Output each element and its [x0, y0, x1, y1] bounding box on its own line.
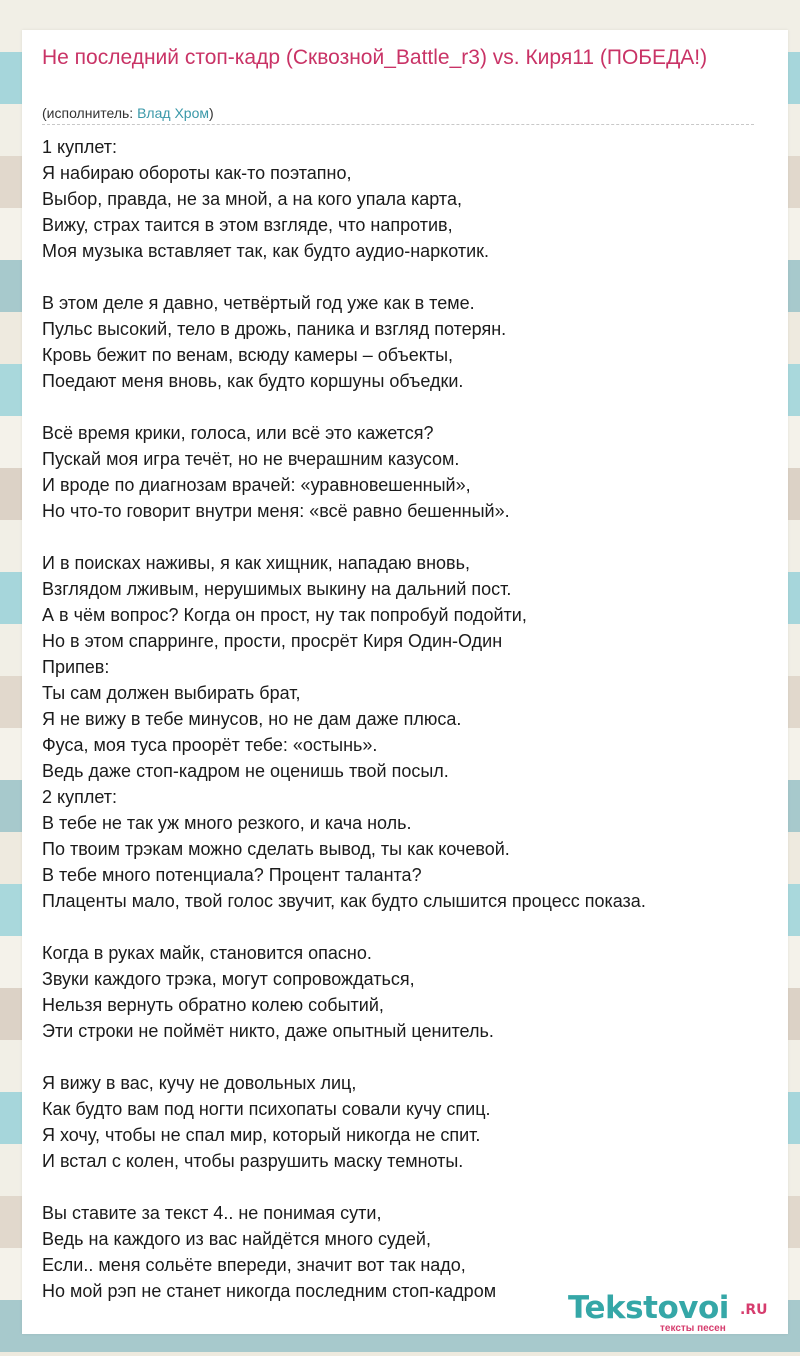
lyric-line: В этом деле я давно, четвёртый год уже как в теме. — [42, 293, 475, 313]
lyric-line: Припев: — [42, 657, 110, 677]
song-title: Не последний стоп-кадр (Сквозной_Battle_r3) vs. Киря11 (ПОБЕДА!) — [42, 46, 708, 69]
site-logo[interactable] — [568, 1290, 778, 1340]
lyric-line: Я не вижу в тебе минусов, но не дам даже плюса. — [42, 709, 462, 729]
lyric-line: Ведь на каждого из вас найдётся много судей, — [42, 1229, 431, 1249]
logo-tld: .RU — [740, 1302, 768, 1318]
lyric-line: Эти строки не поймёт никто, даже опытный ценитель. — [42, 1021, 494, 1041]
stanza-gap — [42, 1174, 772, 1200]
lyric-line: Кровь бежит по венам, всюду камеры – объекты, — [42, 345, 454, 365]
logo-brand: Tekstovoi — [568, 1290, 729, 1326]
lyric-line: Ведь даже стоп-кадром не оценишь твой посыл. — [42, 761, 449, 781]
lyric-line: И вроде по диагнозам врачей: «уравновешенный», — [42, 475, 471, 495]
lyric-line: Но что-то говорит внутри меня: «всё равно бешенный». — [42, 501, 510, 521]
lyric-line: 2 куплет: — [42, 787, 117, 807]
lyrics-card — [22, 30, 788, 1334]
lyric-line: Вижу, страх таится в этом взгляде, что напротив, — [42, 215, 453, 235]
lyric-line: Я вижу в вас, кучу не довольных лиц, — [42, 1073, 357, 1093]
performer-suffix: ) — [208, 105, 214, 121]
performer-line — [42, 104, 214, 122]
lyric-line: Но в этом спарринге, прости, просрёт Киря Один-Один — [42, 631, 503, 651]
title-divider — [42, 124, 754, 125]
stanza-gap — [42, 524, 772, 550]
lyric-line: А в чём вопрос? Когда он прост, ну так попробуй подойти, — [42, 605, 527, 625]
lyric-line: Звуки каждого трэка, могут сопровождаться, — [42, 969, 415, 989]
lyric-line: Ты сам должен выбирать брат, — [42, 683, 301, 703]
lyric-line: Фуса, моя туса проорёт тебе: «остынь». — [42, 735, 378, 755]
stanza-gap — [42, 394, 772, 420]
stanza-gap — [42, 1044, 772, 1070]
lyric-line: Нельзя вернуть обратно колею событий, — [42, 995, 384, 1015]
lyric-line: Я хочу, чтобы не спал мир, который никогда не спит. — [42, 1125, 481, 1145]
lyric-line: Взглядом лживым, нерушимых выкину на дальний пост. — [42, 579, 512, 599]
stanza-gap — [42, 914, 772, 940]
lyric-line: По твоим трэкам можно сделать вывод, ты как кочевой. — [42, 839, 510, 859]
lyric-line: 1 куплет: — [42, 137, 117, 157]
lyric-line: Когда в руках майк, становится опасно. — [42, 943, 372, 963]
lyric-line: Выбор, правда, не за мной, а на кого упала карта, — [42, 189, 462, 209]
lyric-line: Плаценты мало, твой голос звучит, как будто слышится процесс показа. — [42, 891, 646, 911]
lyric-line: Пускай моя игра течёт, но не вчерашним казусом. — [42, 449, 460, 469]
lyric-line: И встал с колен, чтобы разрушить маску темноты. — [42, 1151, 464, 1171]
lyric-line: Пульс высокий, тело в дрожь, паника и взгляд потерян. — [42, 319, 507, 339]
lyrics-text — [42, 134, 772, 1304]
lyric-line: Поедают меня вновь, как будто коршуны объедки. — [42, 371, 464, 391]
lyric-line: Моя музыка вставляет так, как будто аудио-наркотик. — [42, 241, 490, 261]
lyric-line: В тебе не так уж много резкого, и кача ноль. — [42, 813, 412, 833]
lyric-line: Я набираю обороты как-то поэтапно, — [42, 163, 352, 183]
lyric-line: Всё время крики, голоса, или всё это кажется? — [42, 423, 434, 443]
lyric-line: Если.. меня сольёте впереди, значит вот так надо, — [42, 1255, 466, 1275]
logo-tagline: тексты песен — [660, 1323, 726, 1334]
lyric-line: Вы ставите за текст 4.. не понимая сути, — [42, 1203, 382, 1223]
lyric-line: В тебе много потенциала? Процент таланта? — [42, 865, 422, 885]
performer-link[interactable]: Влад Хром — [137, 105, 209, 121]
lyric-line: Как будто вам под ногти психопаты совали кучу спиц. — [42, 1099, 491, 1119]
lyric-line: Но мой рэп не станет никогда последним стоп-кадром — [42, 1281, 497, 1301]
lyric-line: И в поисках наживы, я как хищник, нападаю вновь, — [42, 553, 470, 573]
performer-prefix: (исполнитель: — [42, 105, 138, 121]
stanza-gap — [42, 264, 772, 290]
